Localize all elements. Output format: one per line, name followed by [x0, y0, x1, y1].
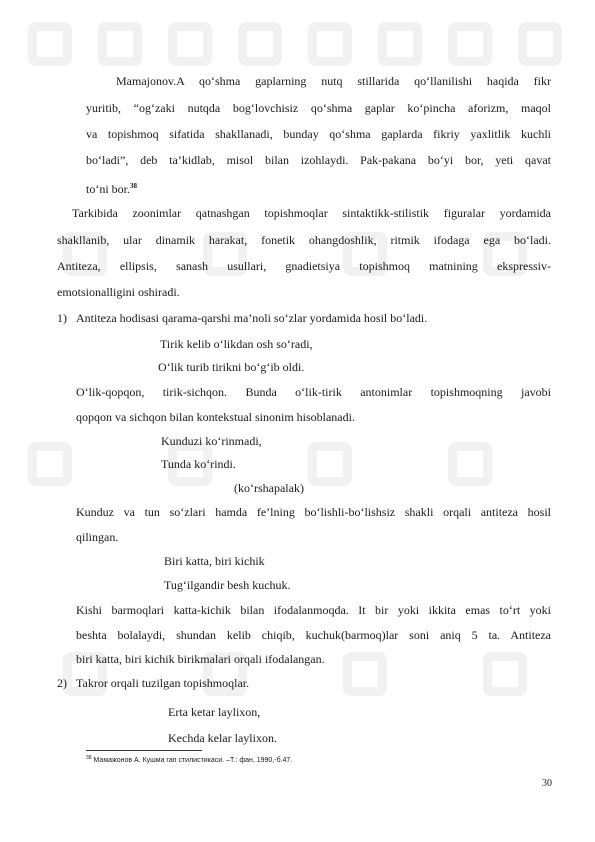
para1-line-5-text: to‘ni bor. [86, 182, 130, 196]
riddle3-line-2: Tug‘ilgandir besh kuchuk. [164, 578, 291, 592]
list-number-2: 2) [57, 676, 67, 690]
riddle2-line-1: Kunduzi ko‘rinmadi, [161, 434, 262, 448]
riddle2-answer: (ko‘rshapalak) [234, 481, 304, 495]
explain3-line-1: Kishi barmoqlari katta-kichik bilan ifodalanmoqda. It bir yoki ikkita emas to‘rt yoki [76, 603, 551, 617]
para1-line-3: va topishmoq sifatida shakllanadi, bunday qo‘shma gaplarda fikriy yaxlitlik kuchli [86, 127, 551, 141]
riddle1-line-1: Tirik kelib o‘likdan osh so‘radi, [160, 337, 313, 351]
footnote-text: Мамажонов А. Кушма гап стилистикаси. –Т.: фан, 1990,-б.47. [93, 757, 293, 764]
explain1-line-2: qopqon va sichqon bilan kontekstual sinonim hisoblanadi. [76, 410, 355, 424]
para1-line-4: bo‘ladi”, deb ta’kidlab, misol bilan izohlaydi. Pak-pakana bo‘yi bor, yeti qavat [86, 153, 551, 167]
list-item-2-text: Takror orqali tuzilgan topishmoqlar. [76, 676, 250, 690]
riddle3-line-1: Biri katta, biri kichik [164, 554, 265, 568]
page-number: 30 [542, 778, 552, 789]
explain3-line-3: biri katta, biri kichik birikmalari orqali ifodalangan. [76, 652, 325, 666]
para1-line-2: yuritib, “og‘zaki nutqda bog‘lovchisiz qo‘shma gaplar ko‘pincha aforizm, maqol [86, 101, 551, 115]
explain2-line-2: qilingan. [76, 530, 119, 544]
footnote-38 [86, 755, 292, 764]
para2-line-4: emotsionalligini oshiradi. [57, 285, 180, 299]
explain2-line-1: Kunduz va tun so‘zlari hamda fe’lning bo‘lishli-bo‘lishsiz shakli orqali antiteza hosil [76, 505, 551, 519]
riddle2-line-2: Tunda ko‘rindi. [161, 457, 236, 471]
riddle4-line-1: Erta ketar laylixon, [168, 705, 261, 719]
para2-line-3: Antiteza, ellipsis, sanash usullari, gnadietsiya topishmoq matnining ekspressiv- [57, 259, 551, 273]
list-item-1-text: Antiteza hodisasi qarama-qarshi ma’noli so‘zlar yordamida hosil bo‘ladi. [76, 311, 428, 325]
list-number-1: 1) [57, 311, 67, 325]
footnote-separator [86, 750, 202, 751]
riddle1-line-2: O‘lik turib tirikni bo‘g‘ib oldi. [158, 360, 305, 374]
footnote-number: 38 [86, 755, 92, 761]
explain3-line-2: beshta bolalaydi, shundan kelib chiqib, kuchuk(barmoq)lar soni aniq 5 ta. Antiteza [76, 628, 551, 642]
para2-line-1: Tarkibida zoonimlar qatnashgan topishmoqlar sintaktikk-stilistik figuralar yordamida [72, 206, 551, 220]
para2-line-2: shakllanib, ular dinamik harakat, fonetik ohangdoshlik, ritmik ifodaga ega bo‘ladi. [57, 233, 551, 247]
para1-line-1: Mamajonov.A qo‘shma gaplarning nutq stillarida qo‘llanilishi haqida fikr [116, 74, 551, 88]
para1-line-5 [86, 179, 137, 196]
riddle4-line-2: Kechda kelar laylixon. [168, 731, 277, 745]
explain1-line-1: O‘lik-qopqon, tirik-sichqon. Bunda o‘lik-tirik antonimlar topishmoqning javobi [76, 385, 551, 399]
footnote-ref-38[interactable]: 38 [130, 182, 137, 190]
